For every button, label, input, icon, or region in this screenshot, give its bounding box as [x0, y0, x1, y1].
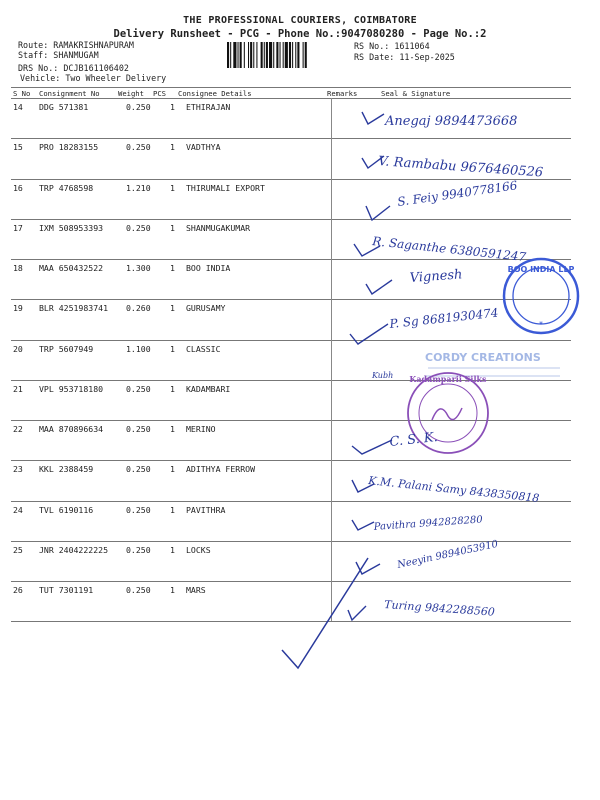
row-consignment: TUT 7301191	[39, 585, 94, 595]
rs-number: RS No.: 1611064	[354, 41, 430, 51]
row-sno: 20	[13, 343, 23, 354]
row-sno: 21	[13, 383, 23, 394]
row-pcs: 1	[170, 585, 175, 595]
cordy-stamp	[424, 351, 560, 376]
row-consignee: THIRUMALI EXPORT	[186, 182, 265, 193]
signature-20: Kubh	[372, 371, 394, 380]
row-pcs: 1	[170, 102, 175, 112]
route-label: Route: RAMAKRISHNAPURAM	[18, 40, 134, 50]
row-consignment: PRO 18283155	[39, 142, 99, 153]
row-sno: 23	[13, 464, 23, 475]
header-bottom-rule	[11, 98, 571, 99]
drs-number: DRS No.: DCJB161106402	[18, 63, 129, 73]
row-consignee: LOCKS	[186, 544, 211, 555]
row-consignment: IXM 508953393	[39, 222, 104, 233]
runsheet-subtitle: Delivery Runsheet - PCG - Phone No.:9047080280 - Page No.:2	[113, 28, 487, 40]
row-sno: 19	[13, 303, 23, 314]
row-divider	[11, 541, 571, 542]
kadamparii-text: Kadamparii Silks	[409, 374, 487, 384]
row-consignment: VPL 953718180	[39, 383, 104, 394]
row-sno: 15	[13, 142, 23, 153]
row-pcs: 1	[170, 263, 175, 273]
row-pcs: 1	[170, 383, 175, 394]
row-weight: 0.250	[126, 464, 151, 475]
row-divider	[11, 138, 571, 139]
row-divider	[11, 581, 571, 582]
row-consignment: JNR 2404222225	[39, 544, 109, 555]
col-pcs: PCS	[153, 89, 166, 98]
row-weight: 0.260	[126, 303, 151, 314]
row-weight: 0.250	[126, 585, 151, 595]
col-consignee: Consignee Details	[178, 89, 252, 98]
row-consignee: PAVITHRA	[186, 504, 226, 515]
row-consignment: TVL 6190116	[39, 504, 94, 515]
cordy-stamp-text: CORDY CREATIONS	[425, 351, 541, 364]
signature-23: K.M. Palani Samy 8438350818	[367, 474, 540, 505]
row-pcs: 1	[170, 544, 175, 555]
signature-18: Vignesh	[409, 267, 463, 286]
barcode-icon	[227, 42, 347, 68]
row-divider	[11, 460, 571, 461]
signature-26: Turing 9842288560	[383, 598, 496, 619]
row-weight: 1.300	[126, 263, 151, 273]
signature-17: R. Saganthe 6380591247	[371, 234, 527, 265]
row-consignment: TRP 5607949	[39, 343, 94, 354]
row-divider	[11, 380, 571, 381]
row-sno: 16	[13, 182, 23, 193]
row-weight: 0.250	[126, 504, 151, 515]
row-sno: 18	[13, 263, 23, 273]
svg-text:*: *	[539, 320, 543, 329]
row-sno: 14	[13, 102, 23, 112]
row-consignee: VADTHYA	[186, 142, 221, 153]
boo-india-stamp	[504, 259, 578, 333]
signature-22: C. S. K.	[388, 430, 439, 450]
row-consignment: DDG 571381	[39, 102, 89, 112]
row-consignment: KKL 2388459	[39, 464, 94, 475]
row-divider	[11, 299, 571, 300]
row-divider	[11, 621, 571, 622]
row-divider	[11, 501, 571, 502]
row-sno: 24	[13, 504, 23, 515]
col-consignment: Consignment No	[39, 89, 100, 98]
row-weight: 1.100	[126, 343, 151, 354]
row-weight: 0.250	[126, 424, 151, 434]
row-weight: 0.250	[126, 383, 151, 394]
tick-marks	[282, 112, 392, 668]
row-consignee: ETHIRAJAN	[186, 102, 231, 112]
row-consignee: GURUSAMY	[186, 303, 226, 314]
kadamparii-seal	[408, 373, 488, 453]
company-title: THE PROFESSIONAL COURIERS, COIMBATORE	[183, 15, 417, 26]
handwritten-signatures	[367, 114, 544, 619]
staff-label: Staff: SHANMUGAM	[18, 50, 99, 60]
row-consignee: BOO INDIA	[186, 263, 231, 273]
row-weight: 0.250	[126, 142, 151, 153]
row-weight: 0.250	[126, 222, 151, 233]
row-pcs: 1	[170, 424, 175, 434]
row-pcs: 1	[170, 464, 175, 475]
row-consignee: ADITHYA FERROW	[186, 464, 256, 475]
row-divider	[11, 259, 571, 260]
col-weight: Weight	[118, 89, 144, 98]
row-pcs: 1	[170, 222, 175, 233]
signature-15: V. Rambabu 9676460526	[377, 154, 544, 181]
col-seal: Seal & Signature	[381, 89, 451, 98]
col-remarks: Remarks	[327, 89, 358, 98]
row-divider	[11, 340, 571, 341]
row-pcs: 1	[170, 504, 175, 515]
row-sno: 25	[13, 544, 23, 555]
row-sno: 22	[13, 424, 23, 434]
row-sno: 17	[13, 222, 23, 233]
signature-16: S. Feiy 9940778166	[396, 178, 519, 209]
header-top-rule	[11, 87, 571, 88]
row-consignment: MAA 870896634	[39, 424, 104, 434]
row-pcs: 1	[170, 343, 175, 354]
row-weight: 0.250	[126, 544, 151, 555]
boo-stamp-text: BOO INDIA LLP	[507, 265, 575, 274]
row-consignee: MARS	[186, 585, 206, 595]
rs-date: RS Date: 11-Sep-2025	[354, 52, 455, 62]
vehicle-label: Vehicle: Two Wheeler Delivery	[20, 73, 167, 83]
row-pcs: 1	[170, 142, 175, 153]
row-divider	[11, 219, 571, 220]
row-consignment: MAA 650432522	[39, 263, 104, 273]
row-pcs: 1	[170, 303, 175, 314]
signature-14: Anegaj 9894473668	[385, 114, 518, 129]
col-sno: S No	[13, 89, 31, 98]
row-consignee: SHANMUGAKUMAR	[186, 222, 251, 233]
signature-24: Pavithra 9942828280	[373, 514, 484, 533]
signature-19: P. Sg 8681930474	[388, 305, 500, 331]
row-weight: 1.210	[126, 182, 151, 193]
remarks-divider	[331, 98, 332, 621]
row-divider	[11, 420, 571, 421]
row-sno: 26	[13, 585, 23, 595]
row-consignment: TRP 4768598	[39, 182, 94, 193]
signature-25: Neeyin 9894053910	[396, 538, 500, 571]
row-pcs: 1	[170, 182, 175, 193]
row-consignee: KADAMBARI	[186, 383, 231, 394]
row-consignee: MERINO	[186, 424, 216, 434]
row-consignment: BLR 4251983741	[39, 303, 109, 314]
row-weight: 0.250	[126, 102, 151, 112]
row-divider	[11, 179, 571, 180]
row-consignee: CLASSIC	[186, 343, 221, 354]
